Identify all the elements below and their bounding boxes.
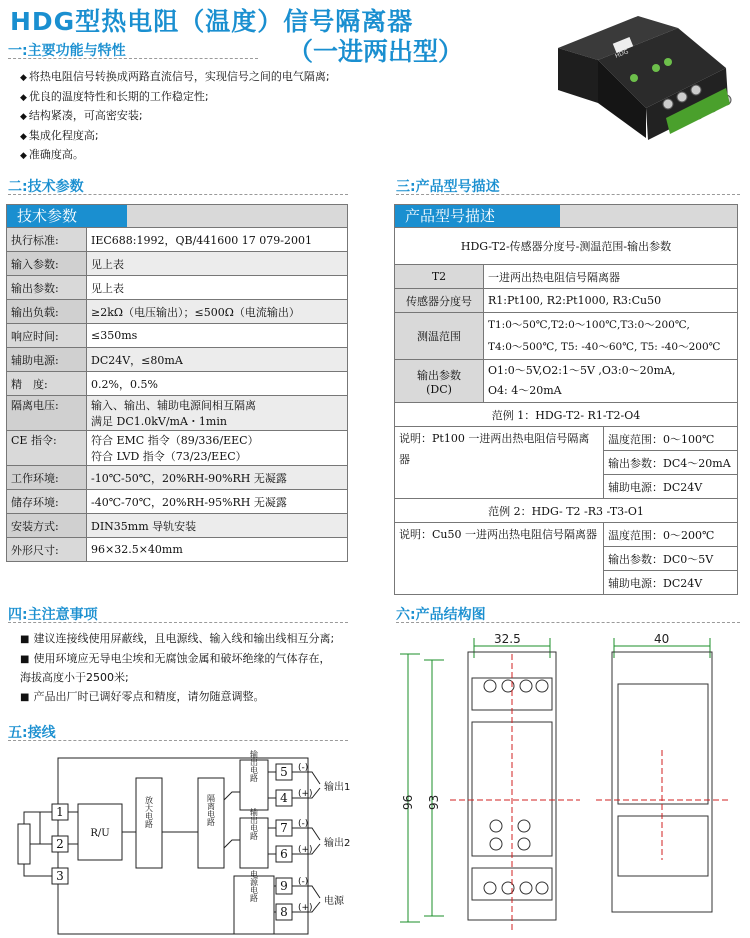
block-label: 输出电路 (249, 750, 259, 782)
table-cell: 温度范围：0～100℃ (604, 427, 738, 451)
table-cell: -10℃-50℃，20%RH-90%RH 无凝露 (87, 466, 348, 490)
table-cell: 输出参数：DC0～5V (604, 547, 738, 571)
terminal-label: 4 (280, 791, 288, 805)
section-features-title: 一:主要功能与特性 (8, 43, 126, 59)
table-cell: 测温范围 (395, 313, 484, 360)
cell-line: T4:0～500℃, T5: -40～60℃, T5: -40～200℃ (488, 341, 721, 353)
table-cell: 一进两出热电阻信号隔离器 (484, 265, 738, 289)
table-cell (87, 396, 348, 431)
divider (8, 622, 348, 623)
table-cell: 范例 1：HDG-T2- R1-T2-O4 (395, 403, 738, 427)
output-label: 输出1 (324, 782, 351, 793)
cell-line: 输入、输出、辅助电源间相互隔离 (91, 399, 256, 412)
cell-line: 输出参数 (417, 368, 461, 382)
terminal-label: 9 (280, 879, 288, 893)
divider (396, 194, 740, 195)
table-cell (484, 313, 738, 360)
list-item: ◆ 将热电阻信号转换成两路直流信号，实现信号之间的电气隔离; (20, 68, 330, 88)
table-cell: ≥2kΩ（电压输出）；≤500Ω（电流输出） (87, 300, 348, 324)
block-label: 放大电路 (144, 796, 154, 828)
tech-table-header: 技术参数 (7, 205, 127, 227)
dimension-label: 32.5 (494, 632, 521, 646)
page-title: HDG型热电阻（温度）信号隔离器 (10, 7, 414, 36)
terminal-label: 5 (280, 765, 288, 779)
table-cell: DIN35mm 导轨安装 (87, 514, 348, 538)
block-label: 输出电路 (249, 808, 259, 840)
cell-line: T1:0～50℃,T2:0～100℃,T3:0～200℃, (488, 319, 690, 331)
sign-label: (-) (298, 763, 309, 773)
table-cell: 传感器分度号 (395, 289, 484, 313)
table-cell: 输出参数: (7, 276, 87, 300)
device-label: HDG (614, 48, 630, 60)
page-subtitle: （一进两出型） (288, 37, 464, 66)
table-cell: DC24V，≤80mA (87, 348, 348, 372)
table-cell: 输出负载: (7, 300, 87, 324)
list-item: ■ 使用环境应无导电尘埃和无腐蚀金属和破坏绝缘的气体存在， (20, 650, 380, 670)
model-table (394, 204, 738, 595)
table-cell: 输入参数: (7, 252, 87, 276)
notes-list (20, 630, 380, 707)
table-cell: 见上表 (87, 276, 348, 300)
table-cell: 辅助电源：DC24V (604, 475, 738, 499)
sign-label: (+) (298, 789, 313, 799)
table-cell: 辅助电源: (7, 348, 87, 372)
divider (8, 194, 348, 195)
sign-label: (+) (298, 845, 313, 855)
table-cell: 温度范围：0～200℃ (604, 523, 738, 547)
table-cell: 安装方式: (7, 514, 87, 538)
table-cell: 精 度: (7, 372, 87, 396)
terminal-label: 6 (280, 847, 288, 861)
table-cell: 外形尺寸: (7, 538, 87, 562)
table-cell: 执行标准: (7, 228, 87, 252)
table-cell (484, 360, 738, 403)
cell-line: (DC) (426, 382, 452, 396)
table-cell: 工作环境: (7, 466, 87, 490)
terminal-label: 1 (56, 805, 64, 819)
list-item: ■ 建议连接线使用屏蔽线，且电源线、输入线和输出线相互分离; (20, 630, 380, 650)
feature-list (20, 68, 330, 166)
dimension-label: 96 (401, 794, 415, 810)
cell-line: O4: 4～20mA (488, 384, 562, 397)
table-cell: 0.2%，0.5% (87, 372, 348, 396)
table-cell: HDG-T2-传感器分度号-测温范围-输出参数 (395, 228, 738, 265)
table-cell: T2 (395, 265, 484, 289)
table-cell: -40℃-70℃，20%RH-95%RH 无凝露 (87, 490, 348, 514)
structure-diagram (390, 630, 750, 938)
block-label: R/U (90, 828, 110, 839)
terminal-label: 3 (56, 869, 64, 883)
table-cell (87, 431, 348, 466)
model-table-header: 产品型号描述 (395, 205, 560, 227)
section-structure-title: 六:产品结构图 (396, 607, 486, 623)
tech-table (6, 204, 348, 562)
table-cell: 储存环境: (7, 490, 87, 514)
table-cell: 见上表 (87, 252, 348, 276)
dimension-label: 93 (427, 794, 441, 810)
table-cell: 96×32.5×40mm (87, 538, 348, 562)
sign-label: (-) (298, 819, 309, 829)
table-cell: 输出参数：DC4～20mA (604, 451, 738, 475)
table-cell: 隔离电压: (7, 396, 87, 431)
table-cell: 范例 2：HDG- T2 -R3 -T3-O1 (395, 499, 738, 523)
table-cell: 辅助电源：DC24V (604, 571, 738, 595)
device-photo (548, 8, 740, 148)
section-model-title: 三:产品型号描述 (396, 179, 500, 195)
terminal-label: 2 (56, 837, 64, 851)
divider (396, 622, 740, 623)
table-cell: IEC688:1992，QB/441600 17 079-2001 (87, 228, 348, 252)
power-label: 电源 (324, 896, 344, 907)
list-item: ◆ 优良的温度特性和长期的工作稳定性; (20, 88, 330, 108)
cell-line: 符合 LVD 指令（73/23/EEC） (91, 450, 247, 463)
cell-line: 满足 DC1.0kV/mA・1min (91, 415, 227, 428)
list-item: ◆ 准确度高。 (20, 146, 330, 166)
table-cell: 说明：Pt100 一进两出热电阻信号隔离器 (395, 427, 604, 499)
block-label: 电源电路 (249, 870, 259, 902)
section-wiring-title: 五:接线 (8, 725, 56, 741)
table-cell: CE 指令: (7, 431, 87, 466)
block-label: 隔离电路 (206, 794, 216, 826)
list-item: ◆ 集成化程度高; (20, 127, 330, 147)
table-cell: 响应时间: (7, 324, 87, 348)
terminal-label: 8 (280, 905, 288, 919)
table-cell: 说明：Cu50 一进两出热电阻信号隔离器 (395, 523, 604, 595)
list-item: ■ 产品出厂时已调好零点和精度，请勿随意调整。 (20, 688, 380, 708)
divider (8, 58, 258, 59)
sign-label: (-) (298, 877, 309, 887)
dimension-label: 40 (654, 632, 670, 646)
table-cell (395, 360, 484, 403)
list-item: 海拔高度小于2500米; (20, 671, 129, 684)
wiring-diagram (0, 740, 380, 938)
list-item: ◆ 结构紧凑，可高密安装; (20, 107, 330, 127)
cell-line: O1:0～5V,O2:1～5V ,O3:0～20mA, (488, 364, 676, 377)
sign-label: (+) (298, 903, 313, 913)
terminal-label: 7 (280, 821, 288, 835)
section-notes-title: 四:主注意事项 (8, 607, 98, 623)
output-label: 输出2 (324, 838, 351, 849)
table-cell: ≤350ms (87, 324, 348, 348)
table-cell: R1:Pt100, R2:Pt1000, R3:Cu50 (484, 289, 738, 313)
section-tech-title: 二:技术参数 (8, 179, 84, 195)
cell-line: 符合 EMC 指令（89/336/EEC） (91, 434, 259, 447)
